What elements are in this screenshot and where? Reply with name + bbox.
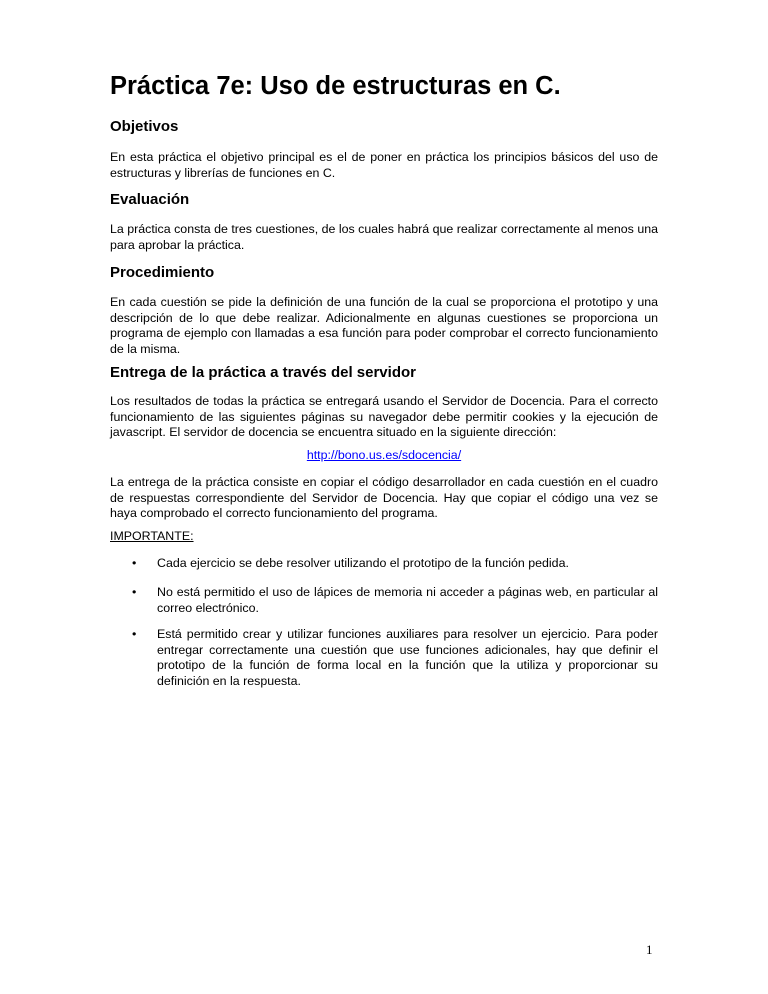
- important-label: IMPORTANTE:: [110, 529, 194, 543]
- server-link[interactable]: http://bono.us.es/sdocencia/: [306, 448, 462, 462]
- list-item: [110, 556, 658, 572]
- evaluacion-text: La práctica consta de tres cuestiones, de los cuales habrá que realizar correctamente al menos una para aprobar la práctica.: [110, 222, 658, 252]
- list-item-text: No está permitido el uso de lápices de memoria ni acceder a páginas web, en particular al correo electrónico.: [157, 585, 658, 615]
- page-title: Práctica 7e: Uso de estructuras en C.: [110, 72, 561, 100]
- page-number: 1: [646, 942, 653, 957]
- bullet-icon: •: [132, 585, 137, 599]
- heading-procedimiento: Procedimiento: [110, 264, 215, 281]
- heading-objetivos: Objetivos: [110, 118, 179, 135]
- server-link-container: [110, 448, 658, 462]
- entrega-text-2: La entrega de la práctica consiste en copiar el código desarrollador en cada cuestión en el cuadro de respuestas correspondiente del Servidor de Docencia. Hay que copiar el código una vez se haya comprobado el correcto funcionamiento del programa.: [110, 475, 658, 521]
- bullet-icon: •: [132, 627, 137, 641]
- heading-entrega: Entrega de la práctica a través del servidor: [110, 364, 416, 381]
- bullet-icon: •: [132, 556, 137, 570]
- list-item-text: Cada ejercicio se debe resolver utilizando el prototipo de la función pedida.: [157, 556, 569, 570]
- list-item: [110, 585, 658, 616]
- procedimiento-text: En cada cuestión se pide la definición de una función de la cual se proporciona el prototipo y una descripción de lo que debe realizar. Adicionalmente en algunas cuestiones se proporciona un programa de ejemplo con llamadas a esa función para poder comprobar el correcto funcionamiento de la misma.: [110, 295, 658, 356]
- entrega-text-1: Los resultados de todas la práctica se entregará usando el Servidor de Docencia. Para el correcto funcionamiento de las siguientes páginas su navegador debe permitir cookies y la ejecución de javascript. El servidor de docencia se encuentra situado en la siguiente dirección:: [110, 394, 658, 440]
- objetivos-text: En esta práctica el objetivo principal es el de poner en práctica los principios básicos del uso de estructuras y librerías de funciones en C.: [110, 150, 658, 180]
- list-item: [110, 627, 658, 689]
- list-item-text: Está permitido crear y utilizar funciones auxiliares para resolver un ejercicio. Para poder entregar correctamente una cuestión que use funciones adicionales, hay que definir el prototipo de la función de forma local en la función que la utiliza y proporcionar su definición en la respuesta.: [157, 627, 658, 688]
- heading-evaluacion: Evaluación: [110, 191, 190, 208]
